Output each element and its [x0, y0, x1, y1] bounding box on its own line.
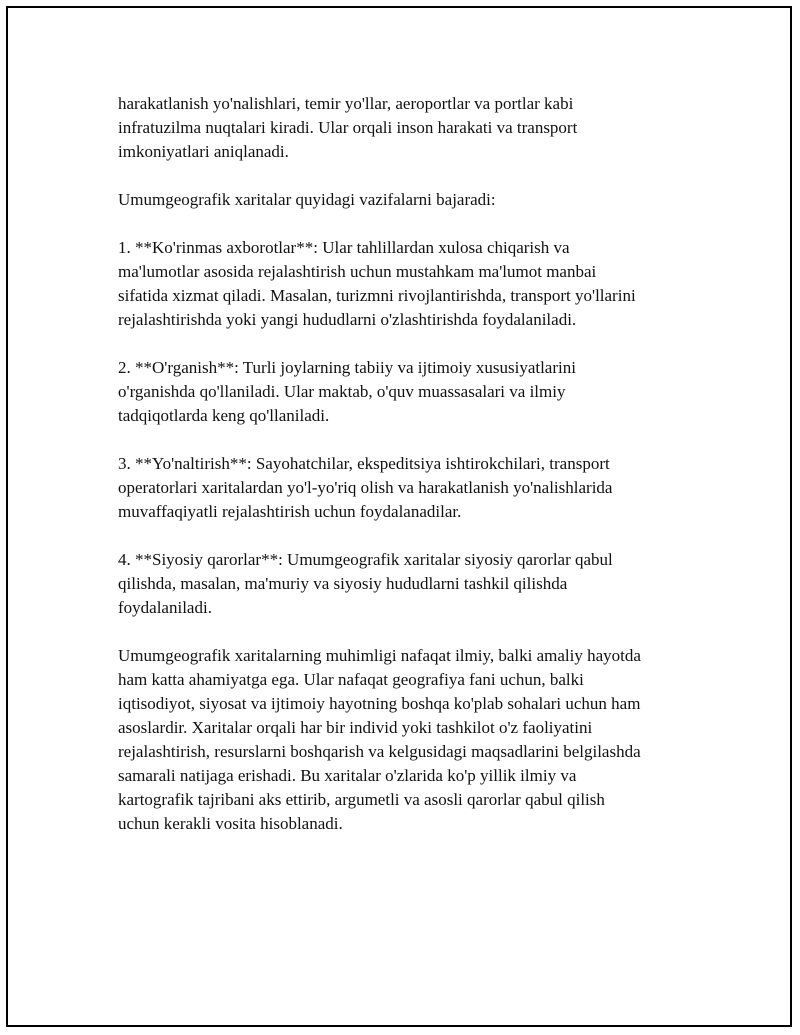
- paragraph-importance: Umumgeografik xaritalarning muhimligi nafaqat ilmiy, balki amaliy hayotda ham katta ahamiyatga ega. Ular nafaqat geografiya fani uchun, balki iqtisodiyot, siyosat va ijtimoiy hayotning boshqa ko'plab sohalari uchun ham asoslardir. Xaritalar orqali har bir individ yoki tashkilot o'z faoliyatini rejalashtirish, resurslarni boshqarish va kelgusidagi maqsadlarini belgilashda samarali natijaga erishadi. Bu xaritalar o'zlarida ko'p yillik ilmiy va kartografik tajribani aks ettirib, argumetli va asosli qarorlar qabul qilish uchun kerakli vosita hisoblanadi.: [118, 646, 641, 833]
- paragraph-infrastructure: harakatlanish yo'nalishlari, temir yo'llar, aeroportlar va portlar kabi infratuzilma nuqtalari kiradi. Ular orqali inson harakati va transport imkoniyatlari aniqlanadi.: [118, 94, 578, 161]
- list-item-invisible-information: 1. **Ko'rinmas axborotlar**: Ular tahlillardan xulosa chiqarish va ma'lumotlar asosida rejalashtirish uchun mustahkam ma'lumot manbai sifatida xizmat qiladi. Masalan, turizmni rivojlantirishda, transport yo'llarini rejalashtirishda yoki yangi hududlarni o'zlashtirishda foydalaniladi.: [118, 238, 636, 329]
- document-body: [118, 92, 708, 860]
- paragraph-functions-intro: Umumgeografik xaritalar quyidagi vazifalarni bajaradi:: [118, 190, 496, 209]
- list-item-orientation: 3. **Yo'naltirish**: Sayohatchilar, ekspeditsiya ishtirokchilari, transport operatorlari xaritalardan yo'l-yo'riq olish va harakatlanish yo'nalishlarida muvaffaqiyatli rejalashtirish uchun foydalanadilar.: [118, 454, 613, 521]
- list-item-political-decisions: 4. **Siyosiy qarorlar**: Umumgeografik xaritalar siyosiy qarorlar qabul qilishda, masalan, ma'muriy va siyosiy hududlarni tashkil qilishda foydalaniladi.: [118, 550, 613, 617]
- list-item-learning: 2. **O'rganish**: Turli joylarning tabiiy va ijtimoiy xususiyatlarini o'rganishda qo'llaniladi. Ular maktab, o'quv muassasalari va ilmiy tadqiqotlarda keng qo'llaniladi.: [118, 358, 576, 425]
